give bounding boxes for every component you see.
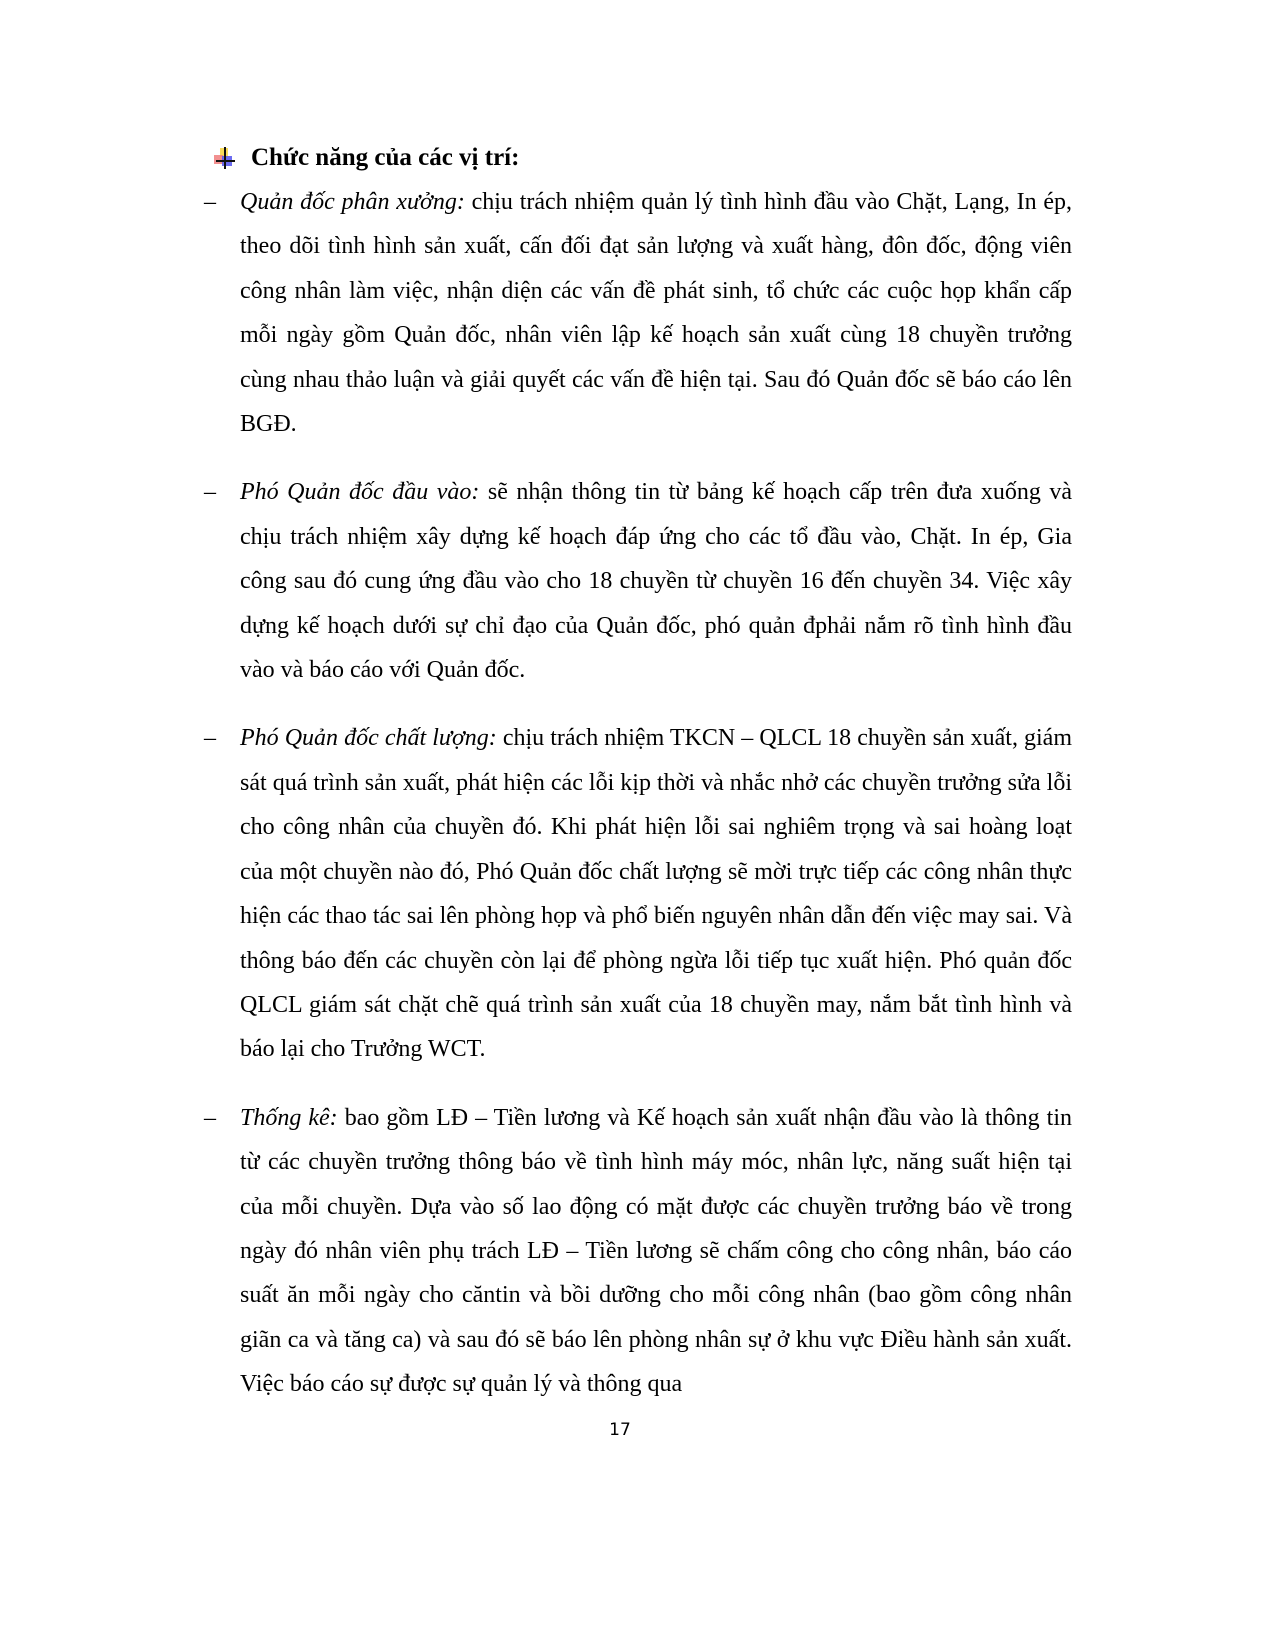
dash-bullet: – [204, 479, 216, 506]
role-term: Quản đốc phân xưởng: [240, 189, 465, 215]
dash-bullet: – [204, 189, 216, 215]
role-description: chịu trách nhiệm TKCN – QLCL 18 chuyền sản xuất, giám sát quá trình sản xuất, phát hiện các lỗi kịp thời và nhắc nhở các chuyền trưởng sửa lỗi cho công nhân của chuyền đó. Khi phát hiện lỗi sai nghiêm trọng và sai hoàng loạt của một chuyền nào đó, Phó Quản đốc chất lượng sẽ mời trực tiếp các công nhân thực hiện các thao tác sai lên phòng họp và phổ biến nguyên nhân dẫn đến việc may sai. Và thông báo đến các chuyền còn lại để phòng ngừa lỗi tiếp tục xuất hiện. Phó quản đốc QLCL giám sát chặt chẽ quá trình sản xuất của 18 chuyền may, nắm bắt tình hình và báo lại cho Trưởng WCT. [240, 725, 1073, 1063]
list-item-quan-doc [204, 180, 1073, 446]
section-heading [213, 143, 519, 173]
four-color-bullet-icon [213, 147, 235, 169]
role-description: sẽ nhận thông tin từ bảng kế hoạch cấp trên đưa xuống và chịu trách nhiệm xây dựng kế hoạch đáp ứng cho các tổ đầu vào, Chặt. In ép, Gia công sau đó cung ứng đầu vào cho 18 chuyền từ chuyền 16 đến chuyền 34. Việc xây dựng kế hoạch dưới sự chỉ đạo của Quản đốc, phó quản đphải nắm rõ tình hình đầu vào và báo cáo với Quản đốc. [240, 479, 1072, 684]
role-description: chịu trách nhiệm quản lý tình hình đầu vào Chặt, Lạng, In ép, theo dõi tình hình sản xuất, cấn đối đạt sản lượng và xuất hàng, đôn đốc, động viên công nhân làm việc, nhận diện các vấn đề phát sinh, tổ chức các cuộc họp khẩn cấp mỗi ngày gồm Quản đốc, nhân viên lập kế hoạch sản xuất cùng 18 chuyền trưởng cùng nhau thảo luận và giải quyết các vấn đề hiện tại. Sau đó Quản đốc sẽ báo cáo lên BGĐ. [240, 189, 1073, 438]
dash-bullet: – [204, 725, 216, 752]
list-item-thong-ke [204, 1096, 1072, 1407]
dash-bullet: – [204, 1104, 216, 1131]
role-description: bao gồm LĐ – Tiền lương và Kế hoạch sản xuất nhận đầu vào là thông tin từ các chuyền trưởng thông báo về tình hình máy móc, nhân lực, năng suất hiện tại của mỗi chuyền. Dựa vào số lao động có mặt được các chuyền trưởng báo về trong ngày đó nhân viên phụ trách LĐ – Tiền lương sẽ chấm công cho công nhân, báo cáo suất ăn mỗi ngày cho căntin và bồi dưỡng cho mỗi công nhân (bao gồm công nhân giãn ca và tăng ca) và sau đó sẽ báo lên phòng nhân sự ở khu vực Điều hành sản xuất. Việc báo cáo sự được sự quản lý và thông qua [240, 1104, 1072, 1398]
page-number: 17 [609, 1420, 631, 1440]
list-item-pho-quan-doc-chat-luong [204, 716, 1073, 1071]
section-heading-text: Chức năng của các vị trí: [251, 144, 520, 171]
list-item-pho-quan-doc-dau-vao [204, 470, 1072, 692]
role-term: Phó Quản đốc chất lượng: [240, 725, 497, 752]
role-list [204, 180, 1073, 1409]
role-term: Thống kê: [240, 1104, 338, 1131]
role-term: Phó Quản đốc đầu vào: [240, 479, 480, 506]
